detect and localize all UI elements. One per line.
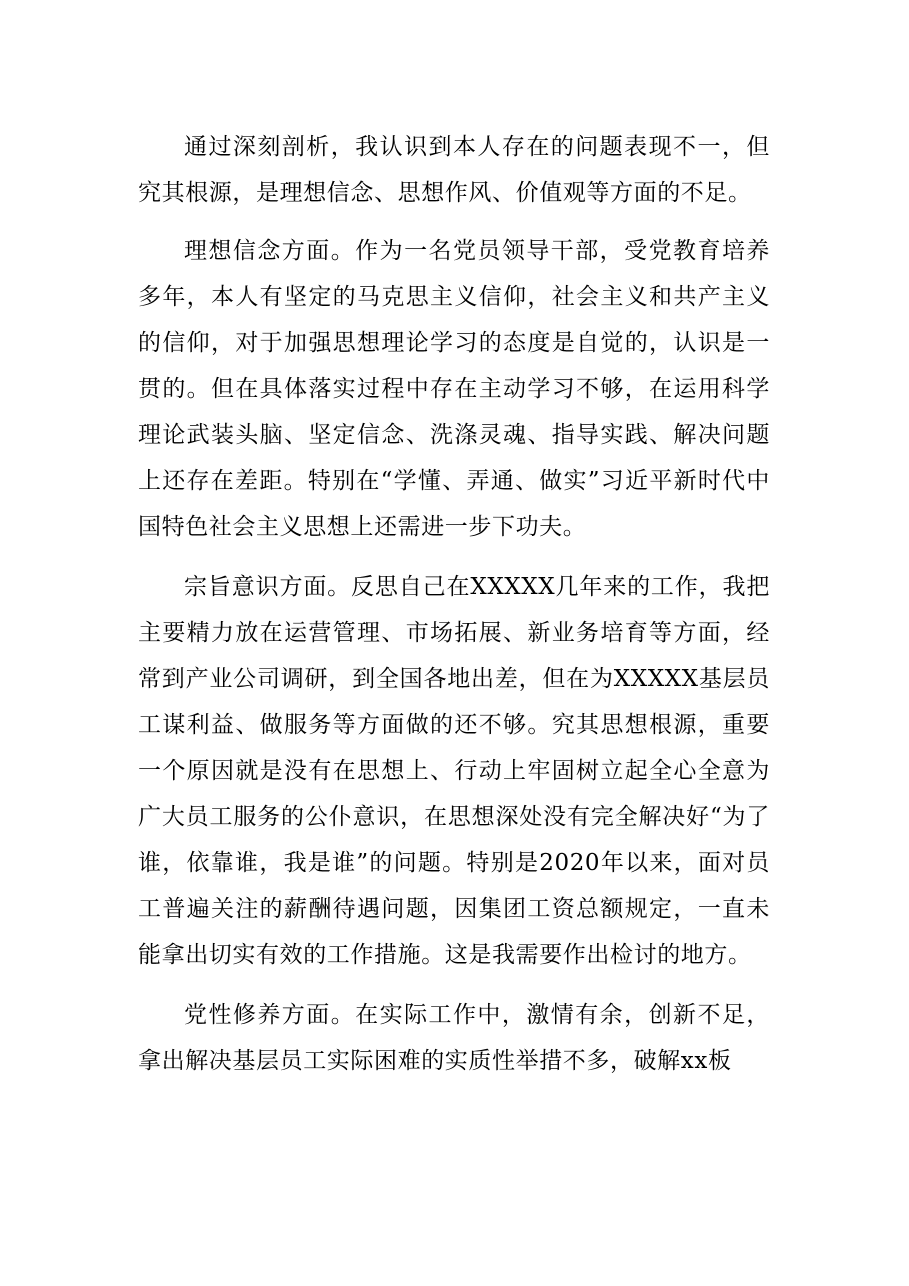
paragraph-ideals-beliefs: 理想信念方面。作为一名党员领导干部，受党教育培养多年，本人有坚定的马克思主义信仰，社会主义和共产主义的信仰，对于加强思想理论学习的态度是自觉的，认识是一贯的。但在具体落实过程中存在主动学习不够，在运用科学理论武装头脑、坚定信念、洗涤灵魂、指导实践、解决问题上还存在差距。特别在“学懂、弄通、做实”习近平新时代中国特色社会主义思想上还需进一步下功夫。 [138, 238, 770, 540]
paragraph-purpose-awareness: 宗旨意识方面。反思自己在XXXXX几年来的工作，我把主要精力放在运营管理、市场拓展、新业务培育等方面，经常到产业公司调研，到全国各地出差，但在为XXXXX基层员工谋利益、做服务等方面做的还不够。究其思想根源，重要一个原因就是没有在思想上、行动上牢固树立起全心全意为广大员工服务的公仆意识，在思想深处没有完全解决好“为了谁，依靠谁，我是谁”的问题。特别是2020年以来，面对员工普遍关注的薪酬待遇问题，因集团工资总额规定，一直未能拿出切实有效的工作措施。这是我需要作出检讨的地方。 [138, 574, 770, 968]
paragraph-root-cause: 通过深刻剖析，我认识到本人存在的问题表现不一，但究其根源，是理想信念、思想作风、价值观等方面的不足。 [138, 134, 770, 206]
paragraph-party-spirit: 党性修养方面。在实际工作中，激情有余，创新不足，拿出解决基层员工实际困难的实质性举措不多，破解xx板 [138, 1002, 770, 1074]
document-body [138, 124, 770, 1098]
